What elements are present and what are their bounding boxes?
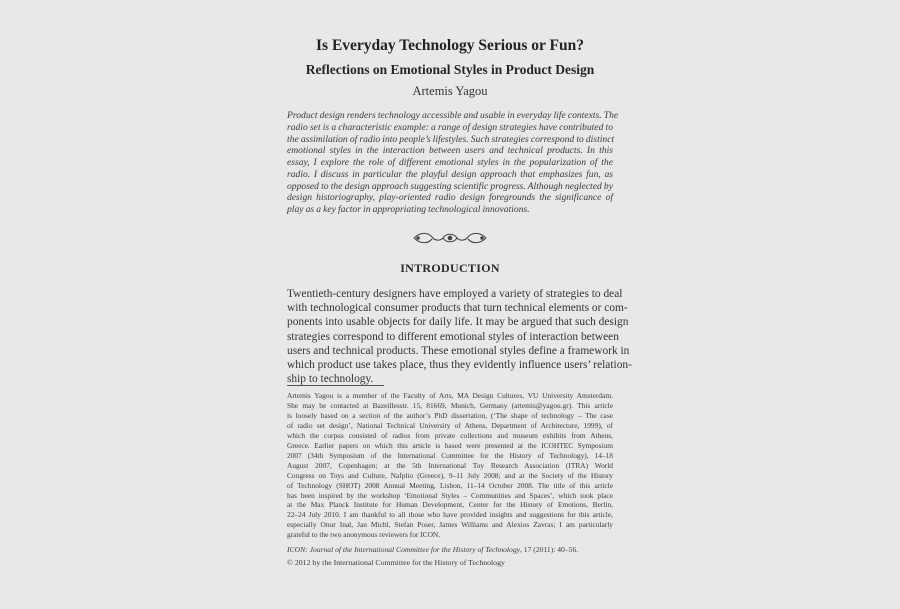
intro-line: strategies correspond to different emotional styles of interaction between <box>287 330 619 343</box>
footnote-line: Congress on Toys and Culture, Nafplio (Greece), 9–11 July 2008; and at the Society of the History <box>287 470 613 480</box>
copyright-notice: © 2012 by the International Committee for the History of Technology <box>287 558 505 567</box>
article-title: Is Everyday Technology Serious or Fun? <box>316 37 584 54</box>
footnote-line: 2007 (34th Symposium of the International Committee for the History of Technology), 14–18 <box>287 450 613 460</box>
introduction-paragraph <box>287 287 632 386</box>
footnote-line: August 2007, Copenhagen; at the 5th International Toy Research Association (ITRA) World <box>287 460 613 470</box>
section-heading-introduction: INTRODUCTION <box>400 261 500 275</box>
footnote-line: which the corpus consisted of radios from private collections and museum exhibits from Athens, <box>287 430 613 440</box>
abstract-line: essay, I explore the role of different emotional styles in the popularization of the <box>287 157 613 168</box>
intro-line: ponents into usable objects for daily life. It may be argued that such design <box>287 316 629 329</box>
intro-line: with technological consumer products that turn technical elements or com- <box>287 302 628 315</box>
footnote-line: 22–24 July 2010. I am thankful to all those who have provided insights and suggestions for this article, <box>287 510 613 520</box>
abstract-line: radio set is a characteristic example: a range of design strategies have contributed to <box>287 121 613 133</box>
author-name: Artemis Yagou <box>412 84 488 98</box>
footnote-line: of radio set design’, National Technical University of Athens, Department of Architecture, 1999), of <box>287 420 613 430</box>
abstract-line: design historiography, play-oriented radio design foregrounds the significance of <box>287 192 613 204</box>
footnote-line: She may be contacted at Bazeillesstr. 15, 81669, Munich, Germany (artemis@yagou.gr). This article <box>287 400 613 410</box>
footnote-line: of Technology (SHOT) 2008 Annual Meeting, Lisbon, 11–14 October 2008. The title of this article <box>287 480 613 490</box>
intro-line: users and technical products. These emotional styles define a framework in <box>287 344 630 357</box>
article-subtitle: Reflections on Emotional Styles in Product Design <box>305 62 595 77</box>
author-footnote <box>287 391 613 540</box>
journal-citation <box>287 545 613 554</box>
abstract <box>287 110 619 216</box>
abstract-line: the assimilation of radio into people’s lifestyles. Such strategies correspond to distinct <box>287 133 615 145</box>
journal-name: ICON: Journal of the International Committee for the History of Technology <box>287 545 520 554</box>
abstract-line: play as a key factor in appropriating technological innovations. <box>287 204 530 215</box>
intro-line: Twentieth-century designers have employed a variety of strategies to deal <box>287 288 623 300</box>
footnote-line: has been inspired by the workshop ‘Emotional Styles – Communities and Spaces’, which took place <box>287 490 613 500</box>
footnote-line: Artemis Yagou is a member of the Faculty of Arts, MA Design Cultures, VU University Amsterdam. <box>287 391 613 400</box>
footnote-line: especially Onur Inal, Jan Michl, Stefan Poser, James Williams and Alexios Zavras; I am particularly <box>287 520 613 530</box>
intro-line: which product use takes place, thus they evidently influence users’ relation- <box>287 359 632 372</box>
abstract-line: radio. I discuss in particular the playful design approach that emphasizes fun, as <box>287 168 613 180</box>
intro-line: ship to technology. <box>287 373 374 386</box>
journal-volume-pages: , 17 (2011): 40–56. <box>520 545 579 554</box>
footnote-line: grateful to the two anonymous reviewers for ICON. <box>287 530 441 540</box>
footnote-line: at the Max Planck Institute for Human Development, Center for the History of Emotions, Berlin, <box>287 500 613 510</box>
abstract-line: emotional styles in the interaction between users and technical products. In this <box>287 145 613 157</box>
footnote-line: is loosely based on a section of the author’s PhD dissertation, (‘The shape of technology – The case <box>287 410 613 420</box>
fleuron-ornament-icon <box>410 229 490 247</box>
abstract-line: opposed to the design approach suggesting scientific progress. Although neglected by <box>287 180 613 192</box>
footnote-separator <box>287 385 384 386</box>
abstract-line: Product design renders technology accessible and usable in everyday life contexts. The <box>287 110 619 121</box>
footnote-line: Greece. Earlier papers on which this article is based were presented at the ICOHTEC Symposium <box>287 440 613 450</box>
